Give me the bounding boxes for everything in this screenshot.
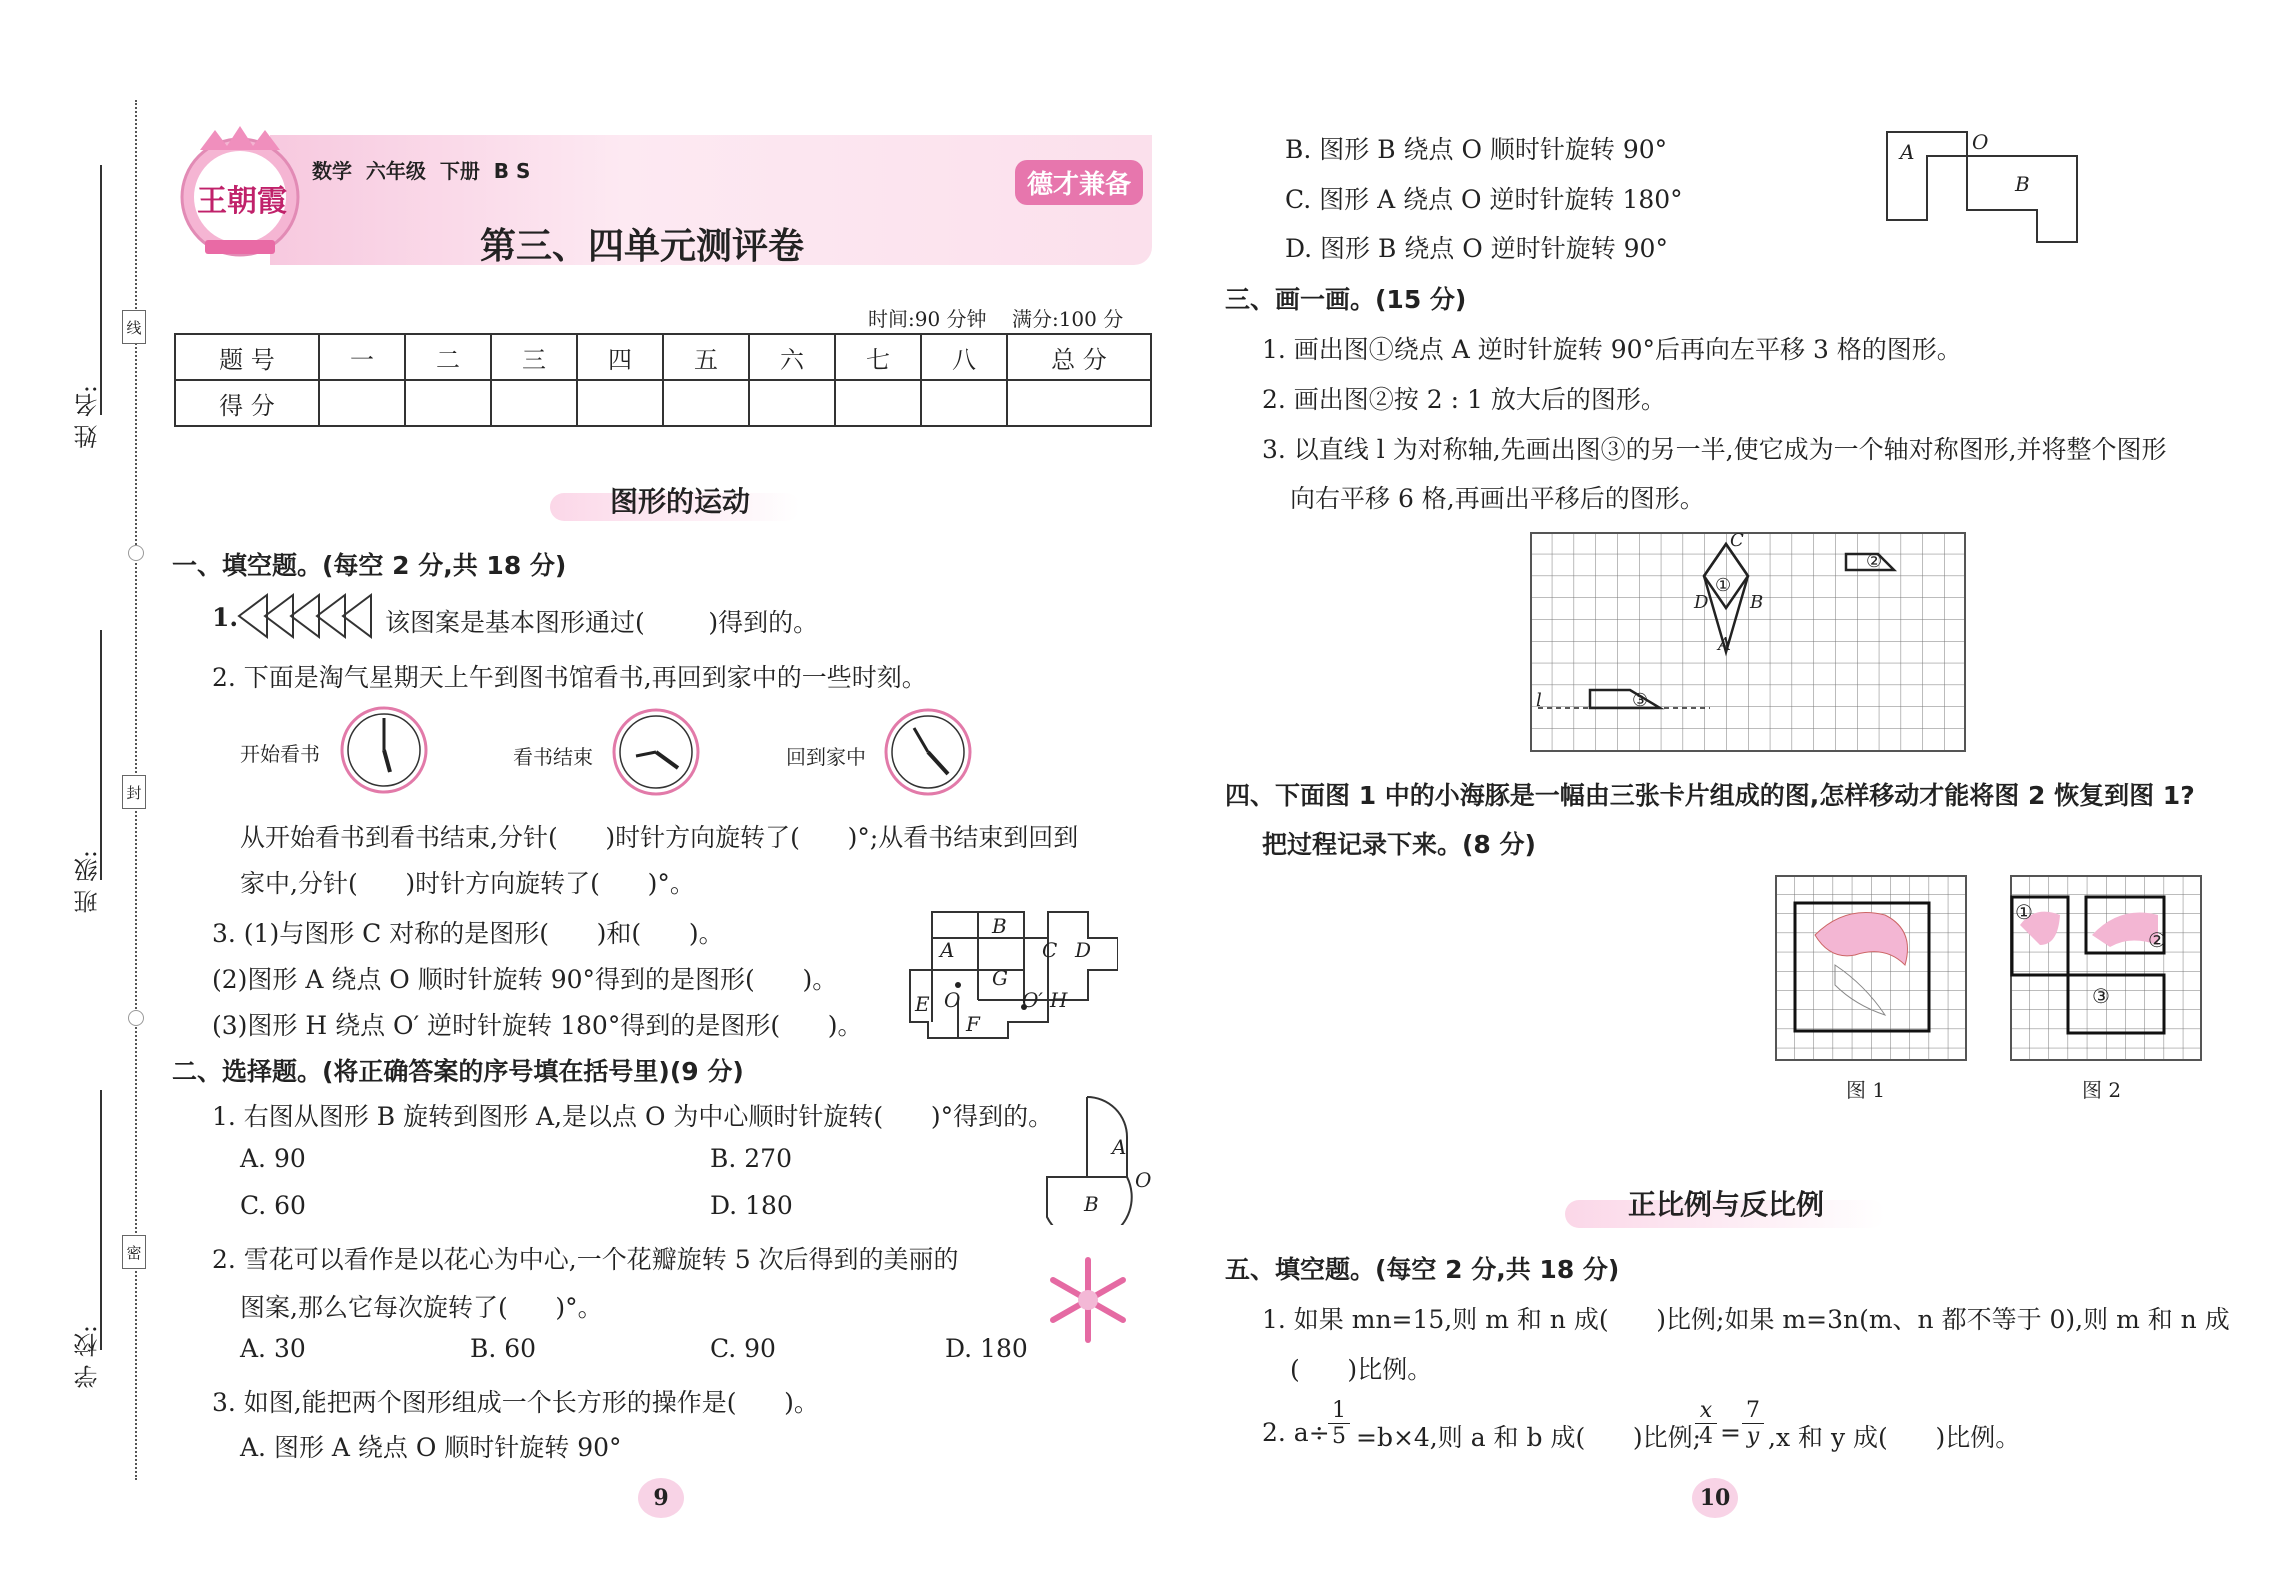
section1-title: 一、填空题。(每空 2 分,共 18 分) bbox=[172, 551, 567, 580]
fraction-denominator: y bbox=[1746, 1424, 1760, 1449]
score-header-cell: 七 bbox=[835, 334, 921, 380]
fraction-denominator: 5 bbox=[1332, 1424, 1346, 1449]
s2-q3-option-c: C. 图形 A 绕点 O 逆时针旋转 180° bbox=[1285, 185, 1683, 214]
ab-label: A bbox=[1900, 140, 1915, 164]
s3-q3-line2: 向右平移 6 格,再画出平移后的图形。 bbox=[1290, 484, 1705, 513]
score-input-cell[interactable] bbox=[663, 380, 749, 426]
rot-label: A bbox=[1112, 1135, 1127, 1159]
s3-q3-line1: 3. 以直线 l 为对称轴,先画出图③的另一半,使它成为一个轴对称图形,并将整个图形 bbox=[1262, 435, 2167, 464]
dolphin-label: ① bbox=[2015, 900, 2033, 924]
s5-q1-line2: ( )比例。 bbox=[1290, 1355, 1433, 1384]
clock-icon bbox=[612, 708, 700, 796]
name-label: 姓 名: bbox=[74, 385, 102, 449]
section3-title: 三、画一画。(15 分) bbox=[1225, 285, 1467, 314]
s5-q2-part-a: 2. a÷ bbox=[1262, 1418, 1330, 1447]
s5-q2-part-b: =b×4,则 a 和 b 成( )比例; bbox=[1356, 1423, 1702, 1452]
section4-title-line2: 把过程记录下来。(8 分) bbox=[1262, 830, 1536, 859]
abc-shapes-figure bbox=[908, 910, 1118, 1040]
shape-label: A bbox=[940, 938, 955, 962]
fraction-numerator: 1 bbox=[1328, 1398, 1350, 1424]
score-header-cell: 六 bbox=[749, 334, 835, 380]
s2-q3-option-d: D. 图形 B 绕点 O 逆时针旋转 90° bbox=[1285, 234, 1668, 263]
dolphin-figure-2 bbox=[2010, 875, 2202, 1061]
dolphin-label: ② bbox=[2148, 928, 2166, 952]
score-input-cell[interactable] bbox=[1007, 380, 1151, 426]
score-input-cell[interactable] bbox=[921, 380, 1007, 426]
s5-q2-part-c: = bbox=[1720, 1418, 1741, 1447]
seal-label-line: 线 bbox=[122, 310, 146, 344]
unit1-title: 图形的运动 bbox=[610, 485, 751, 518]
shape-label: O′ bbox=[1022, 988, 1043, 1012]
clock2-label: 看书结束 bbox=[513, 745, 593, 769]
time-info: 时间:90 分钟 满分:100 分 bbox=[868, 307, 1124, 331]
s1-q1-text: 该图案是基本图形通过( )得到的。 bbox=[385, 608, 819, 637]
fraction-numerator: x bbox=[1695, 1398, 1717, 1424]
s2-q3-option-b: B. 图形 B 绕点 O 顺时针旋转 90° bbox=[1285, 135, 1668, 164]
s1-q2-line2: 家中,分针( )时针方向旋转了( )°。 bbox=[240, 869, 695, 898]
score-input-cell[interactable] bbox=[835, 380, 921, 426]
score-input-cell[interactable] bbox=[577, 380, 663, 426]
grid-label: A bbox=[1718, 634, 1731, 655]
grid-label: C bbox=[1730, 530, 1744, 551]
s2-q2-line2: 图案,那么它每次旋转了( )°。 bbox=[240, 1293, 603, 1322]
shape-label: E bbox=[915, 992, 930, 1016]
ab-label: O bbox=[1972, 130, 1989, 154]
dolphin-label: ③ bbox=[2092, 984, 2110, 1008]
shape-label: C bbox=[1042, 938, 1058, 962]
clock3-label: 回到家中 bbox=[786, 745, 866, 769]
shape-label: F bbox=[966, 1012, 980, 1036]
rot-label: B bbox=[1084, 1192, 1099, 1216]
shape-label: O bbox=[944, 988, 961, 1012]
section5-title: 五、填空题。(每空 2 分,共 18 分) bbox=[1225, 1255, 1620, 1284]
s1-q3-line3: (3)图形 H 绕点 O′ 逆时针旋转 180°得到的是图形( )。 bbox=[212, 1011, 863, 1040]
seal-label-seal: 封 bbox=[122, 775, 146, 809]
s1-q3-line2: (2)图形 A 绕点 O 顺时针旋转 90°得到的是图形( )。 bbox=[212, 965, 838, 994]
s2-q2-line1: 2. 雪花可以看作是以花心为中心,一个花瓣旋转 5 次后得到的美丽的 bbox=[212, 1245, 959, 1274]
figure2-caption: 图 2 bbox=[2082, 1078, 2122, 1102]
snowflake-icon bbox=[1038, 1255, 1138, 1345]
grid-label: ② bbox=[1866, 551, 1883, 572]
score-header-cell: 一 bbox=[319, 334, 405, 380]
score-header-cell: 题 号 bbox=[175, 334, 319, 380]
s2-q3-option-a: A. 图形 A 绕点 O 顺时针旋转 90° bbox=[240, 1433, 622, 1462]
binding-hole-icon bbox=[128, 1010, 144, 1026]
binding-hole-icon bbox=[128, 545, 144, 561]
score-header-cell: 四 bbox=[577, 334, 663, 380]
score-input-cell[interactable] bbox=[749, 380, 835, 426]
fraction-7-y bbox=[1742, 1398, 1764, 1449]
brand-logo bbox=[175, 122, 305, 262]
fraction-numerator: 7 bbox=[1742, 1398, 1764, 1424]
score-header-cell: 五 bbox=[663, 334, 749, 380]
shape-label: B bbox=[992, 914, 1007, 938]
score-table bbox=[174, 333, 1152, 427]
s5-q1-line1: 1. 如果 mn=15,则 m 和 n 成( )比例;如果 m=3n(m、n 都不等于 0),则 m 和 n 成 bbox=[1262, 1305, 2230, 1334]
score-header-cell: 三 bbox=[491, 334, 577, 380]
drawing-grid bbox=[1530, 532, 1966, 752]
score-header-cell: 二 bbox=[405, 334, 491, 380]
shape-label: D bbox=[1075, 938, 1092, 962]
s2-q3: 3. 如图,能把两个图形组成一个长方形的操作是( )。 bbox=[212, 1388, 819, 1417]
fraction-denominator: 4 bbox=[1699, 1424, 1713, 1449]
score-input-cell[interactable] bbox=[319, 380, 405, 426]
header-title: 第三、四单元测评卷 bbox=[480, 226, 805, 267]
grid-label: ① bbox=[1715, 575, 1732, 596]
clock-icon bbox=[884, 708, 972, 796]
page-number-9: 9 bbox=[638, 1478, 684, 1518]
score-input-cell[interactable] bbox=[405, 380, 491, 426]
score-label-cell: 得 分 bbox=[175, 380, 319, 426]
s1-q1-number: 1. bbox=[212, 603, 239, 632]
grid-label: ③ bbox=[1632, 690, 1649, 711]
class-label: 班 级: bbox=[74, 850, 102, 914]
dolphin-figure-1 bbox=[1775, 875, 1967, 1061]
s2-q1: 1. 右图从图形 B 旋转到图形 A,是以点 O 为中心顺时针旋转( )°得到的。 bbox=[212, 1102, 1054, 1131]
s5-q2-part-d: ,x 和 y 成( )比例。 bbox=[1768, 1423, 2021, 1452]
section2-title: 二、选择题。(将正确答案的序号填在括号里)(9 分) bbox=[172, 1057, 744, 1086]
score-input-cell[interactable] bbox=[491, 380, 577, 426]
score-header-cell: 总 分 bbox=[1007, 334, 1151, 380]
school-label: 学 校: bbox=[74, 1325, 102, 1389]
section4-title-line1: 四、下面图 1 中的小海豚是一幅由三张卡片组成的图,怎样移动才能将图 2 恢复到图 1? bbox=[1225, 781, 2195, 810]
header-badge: 德才兼备 bbox=[1015, 160, 1143, 205]
s2-q2-option-d: D. 180 bbox=[945, 1334, 1028, 1363]
s2-q2-option-b: B. 60 bbox=[470, 1334, 537, 1363]
brand-name: 王朝霞 bbox=[197, 184, 287, 219]
clock-icon bbox=[340, 706, 428, 794]
score-header-cell: 八 bbox=[921, 334, 1007, 380]
grid-label: D bbox=[1694, 592, 1709, 613]
s2-q1-option-d: D. 180 bbox=[710, 1191, 793, 1220]
s1-q2-line1: 从开始看书到看书结束,分针( )时针方向旋转了( )°;从看书结束到回到 bbox=[240, 823, 1079, 852]
s2-q1-option-c: C. 60 bbox=[240, 1191, 306, 1220]
s1-q2: 2. 下面是淘气星期天上午到图书馆看书,再回到家中的一些时刻。 bbox=[212, 663, 927, 692]
s3-q1: 1. 画出图①绕点 A 逆时针旋转 90°后再向左平移 3 格的图形。 bbox=[1262, 335, 1962, 364]
triangle-pattern-figure bbox=[237, 593, 377, 639]
s3-q2: 2. 画出图②按 2 : 1 放大后的图形。 bbox=[1262, 385, 1666, 414]
grid-label: B bbox=[1750, 592, 1764, 613]
seal-label-secret: 密 bbox=[122, 1235, 146, 1269]
header-meta: 数学 六年级 下册 B S bbox=[312, 159, 531, 183]
fraction-1-5 bbox=[1328, 1398, 1350, 1449]
s2-q1-option-b: B. 270 bbox=[710, 1144, 792, 1173]
s2-q2-option-a: A. 30 bbox=[240, 1334, 306, 1363]
shape-label: G bbox=[992, 966, 1008, 990]
page-number-10: 10 bbox=[1692, 1478, 1738, 1518]
figure1-caption: 图 1 bbox=[1846, 1078, 1886, 1102]
ab-label: B bbox=[2015, 172, 2030, 196]
fraction-x-4 bbox=[1695, 1398, 1717, 1449]
grid-label: l bbox=[1536, 690, 1542, 711]
s1-q3-line1: 3. (1)与图形 C 对称的是图形( )和( )。 bbox=[212, 919, 724, 948]
s2-q1-option-a: A. 90 bbox=[240, 1144, 306, 1173]
shape-label: H bbox=[1050, 988, 1068, 1012]
s2-q2-option-c: C. 90 bbox=[710, 1334, 776, 1363]
unit2-title: 正比例与反比例 bbox=[1628, 1188, 1825, 1221]
rot-label: O bbox=[1135, 1168, 1152, 1192]
clock1-label: 开始看书 bbox=[240, 742, 320, 766]
